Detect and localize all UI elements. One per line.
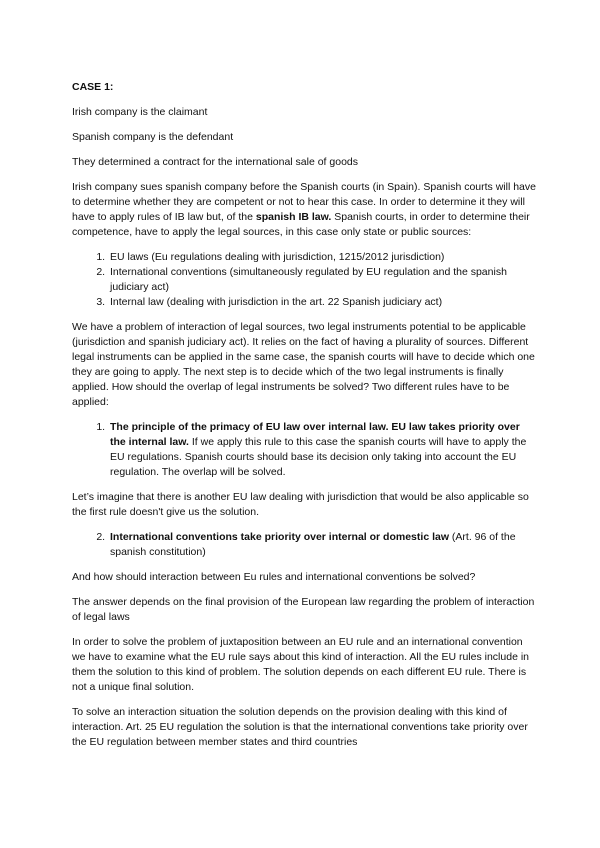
paragraph-defendant: Spanish company is the defendant: [72, 131, 234, 143]
paragraph-juxtaposition: In order to solve the problem of juxtaposition between an EU rule and an international convention we have to examine what the EU rule says about this kind of interaction. All the EU rules include in them the solution to this kind of problem. The solution depends on each different EU rule. There is not a unique final solution.: [72, 636, 529, 693]
rule-conventions-bold: International conventions take priority over internal or domestic law: [110, 531, 449, 543]
paragraph-interaction-problem: We have a problem of interaction of legal sources, two legal instruments potential to be applicable (jurisdiction and spanish judiciary act). It relies on the fact of having a plurality of sources. Different legal instruments can be applied in the same case, the spanish courts will have to decide which one they are going to apply. The next step is to decide which of the two legal instruments is finally applied. How should the overlap of legal instruments be solved? Two different rules have to be applied:: [72, 321, 535, 408]
paragraph-competence-text-1: Irish company sues spanish company before the Spanish courts (in Spain). Spanish courts will have to determine whether they are competent or not to hear this case. In order to determine it they will have to apply rules of IB law but, of the: [72, 181, 536, 223]
rule-conventions-text: (Art. 96 of the spanish constitution): [110, 531, 516, 558]
paragraph-art-25: To solve an interaction situation the solution depends on the provision dealing with this kind of interaction. Art. 25 EU regulation the solution is that the international conventions take priority over the EU regulation between member states and third countries: [72, 706, 528, 748]
rule-primacy-eu-law: [108, 420, 538, 480]
paragraph-competence-bold: spanish IB law.: [255, 211, 332, 223]
rule-list-2: [72, 530, 538, 560]
paragraph-claimant: Irish company is the claimant: [72, 106, 208, 118]
legal-sources-list: [72, 250, 538, 310]
paragraph-question: And how should interaction between Eu rules and international conventions be solved?: [72, 571, 476, 583]
rule-primacy-text: If we apply this rule to this case the spanish courts will have to apply the EU regulations. Spanish courts should base its decision only taking into account the EU regulation. The overlap will be solved.: [110, 436, 527, 478]
rule-international-conventions: [108, 530, 538, 560]
list-item: 2. International conventions (simultaneously regulated by EU regulation and the spanish judiciary act): [108, 265, 538, 295]
paragraph-another-eu-law: Let’s imagine that there is another EU law dealing with jurisdiction that would be also applicable so the first rule doesn't give us the solution.: [72, 491, 529, 518]
paragraph-competence-text-2: Spanish courts, in order to determine their competence, have to apply the legal sources, in this case only state or public sources:: [72, 211, 530, 238]
list-item: 3. Internal law (dealing with jurisdiction in the art. 22 Spanish judiciary act): [108, 295, 538, 310]
rule-primacy-bold: The principle of the primacy of EU law over internal law. EU law takes priority over the internal law.: [110, 421, 520, 448]
list-item: 1. EU laws (Eu regulations dealing with jurisdiction, 1215/2012 jurisdiction): [108, 250, 538, 265]
paragraph-answer: The answer depends on the final provision of the European law regarding the problem of interaction of legal laws: [72, 596, 535, 623]
paragraph-contract: They determined a contract for the international sale of goods: [72, 156, 359, 168]
paragraph-competence: [72, 180, 538, 240]
document-page: [72, 80, 538, 760]
rule-list-1: [72, 420, 538, 480]
case-heading: CASE 1:: [72, 81, 114, 93]
